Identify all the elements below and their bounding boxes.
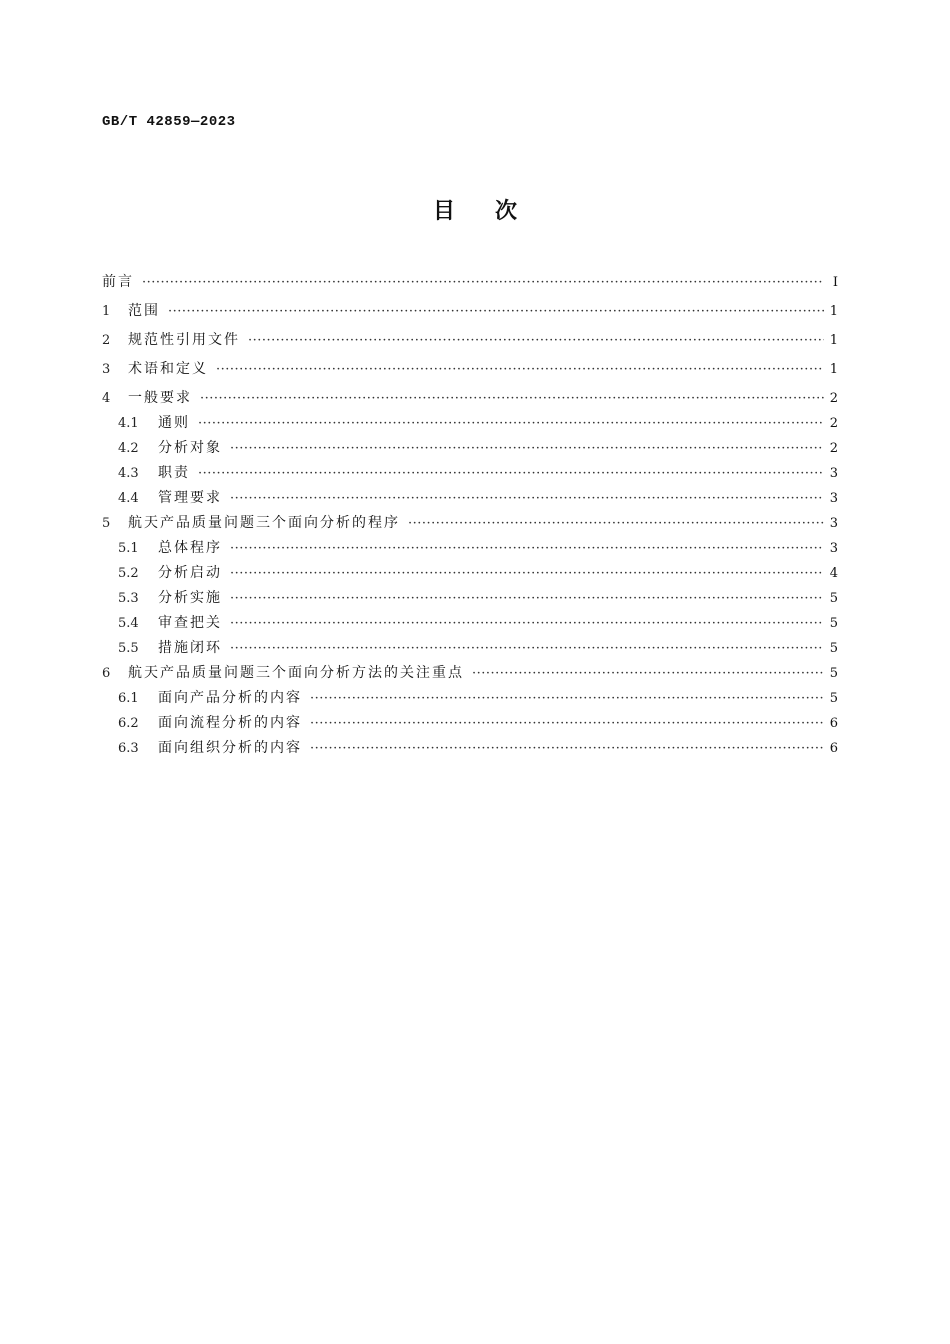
toc-entry[interactable] [102, 588, 838, 613]
toc-entry-number: 5.5 [118, 641, 139, 656]
toc-entry-label: 职责 [158, 465, 190, 481]
toc-entry-page: 2 [829, 391, 838, 406]
toc-leader-dots [230, 589, 824, 609]
toc-entry-number: 6.3 [118, 741, 139, 756]
toc-entry-page: 3 [829, 516, 838, 531]
toc-title: 目次 [432, 199, 557, 224]
toc-entry-number: 6.2 [118, 716, 139, 731]
toc-entry-label: 面向组织分析的内容 [158, 740, 302, 756]
document-code: GB/T 42859—2023 [102, 114, 236, 130]
toc-leader-dots [230, 439, 824, 459]
toc-entry[interactable] [102, 359, 838, 388]
toc-entry-number: 4.3 [118, 466, 139, 481]
toc-entry-label: 面向流程分析的内容 [158, 715, 302, 731]
toc-entry-number: 5 [102, 516, 111, 531]
toc-entry[interactable] [102, 330, 838, 359]
toc-leader-dots [168, 302, 824, 322]
toc-entry[interactable] [102, 438, 838, 463]
toc-entry-label: 术语和定义 [128, 361, 208, 377]
toc-entry-number: 4.4 [118, 491, 139, 506]
toc-entry-page: 5 [829, 591, 838, 606]
toc-leader-dots [310, 714, 824, 734]
toc-entry-page: 3 [829, 491, 838, 506]
toc-entry-number: 4.2 [118, 441, 139, 456]
toc-entry-page: 6 [829, 741, 838, 756]
toc-entry-page: Ⅰ [832, 275, 838, 290]
toc-entry-number: 1 [102, 304, 111, 319]
toc-entry-page: 5 [829, 641, 838, 656]
toc-entry-page: 2 [829, 441, 838, 456]
toc-leader-dots [198, 464, 824, 484]
toc-entry-number: 6.1 [118, 691, 139, 706]
toc-entry-page: 5 [829, 666, 838, 681]
toc-leader-dots [200, 389, 824, 409]
toc-leader-dots [230, 489, 824, 509]
toc-entry-number: 3 [102, 362, 111, 377]
toc-entry-page: 3 [829, 466, 838, 481]
toc-leader-dots [216, 360, 824, 380]
toc-entry-label: 航天产品质量问题三个面向分析的程序 [128, 515, 400, 531]
toc-entry-label: 面向产品分析的内容 [158, 690, 302, 706]
toc-entry[interactable] [102, 613, 838, 638]
table-of-contents [102, 272, 838, 763]
toc-entry-label: 分析对象 [158, 440, 222, 456]
toc-entry-page: 1 [829, 362, 838, 377]
toc-leader-dots [230, 564, 824, 584]
toc-entry[interactable] [102, 272, 838, 301]
toc-leader-dots [310, 689, 824, 709]
toc-entry-page: 6 [829, 716, 838, 731]
toc-entry-label: 前言 [102, 274, 134, 290]
toc-entry-label: 总体程序 [158, 540, 222, 556]
toc-entry-number: 2 [102, 333, 111, 348]
toc-leader-dots [248, 331, 824, 351]
toc-entry[interactable] [102, 713, 838, 738]
toc-leader-dots [230, 539, 824, 559]
toc-leader-dots [408, 514, 824, 534]
toc-entry[interactable] [102, 563, 838, 588]
toc-entry[interactable] [102, 413, 838, 438]
toc-entry-page: 5 [829, 691, 838, 706]
toc-entry[interactable] [102, 688, 838, 713]
toc-entry-label: 规范性引用文件 [128, 332, 240, 348]
toc-leader-dots [472, 664, 824, 684]
toc-entry-label: 航天产品质量问题三个面向分析方法的关注重点 [128, 665, 464, 681]
toc-entry-number: 5.4 [118, 616, 139, 631]
toc-entry-label: 审查把关 [158, 615, 222, 631]
toc-entry-label: 分析实施 [158, 590, 222, 606]
toc-entry-page: 5 [829, 616, 838, 631]
toc-entry-number: 4.1 [118, 416, 139, 431]
toc-leader-dots [230, 614, 824, 634]
toc-leader-dots [198, 414, 824, 434]
toc-entry-label: 一般要求 [128, 390, 192, 406]
toc-entry[interactable] [102, 488, 838, 513]
toc-entry-number: 5.1 [118, 541, 139, 556]
toc-entry-page: 1 [829, 304, 838, 319]
toc-leader-dots [230, 639, 824, 659]
toc-entry-label: 措施闭环 [158, 640, 222, 656]
toc-entry-page: 1 [829, 333, 838, 348]
toc-entry-page: 2 [829, 416, 838, 431]
toc-entry-label: 分析启动 [158, 565, 222, 581]
toc-entry-number: 4 [102, 391, 111, 406]
toc-entry[interactable] [102, 463, 838, 488]
toc-entry-number: 5.3 [118, 591, 139, 606]
toc-entry-page: 4 [829, 566, 838, 581]
toc-entry-number: 6 [102, 666, 111, 681]
toc-entry[interactable] [102, 638, 838, 663]
toc-entry-label: 通则 [158, 415, 190, 431]
toc-entry[interactable] [102, 738, 838, 763]
toc-entry-number: 5.2 [118, 566, 139, 581]
toc-leader-dots [310, 739, 824, 759]
toc-entry-label: 范围 [128, 303, 160, 319]
toc-entry-page: 3 [829, 541, 838, 556]
toc-entry[interactable] [102, 538, 838, 563]
toc-entry[interactable] [102, 301, 838, 330]
toc-entry-label: 管理要求 [158, 490, 222, 506]
toc-leader-dots [142, 273, 824, 293]
